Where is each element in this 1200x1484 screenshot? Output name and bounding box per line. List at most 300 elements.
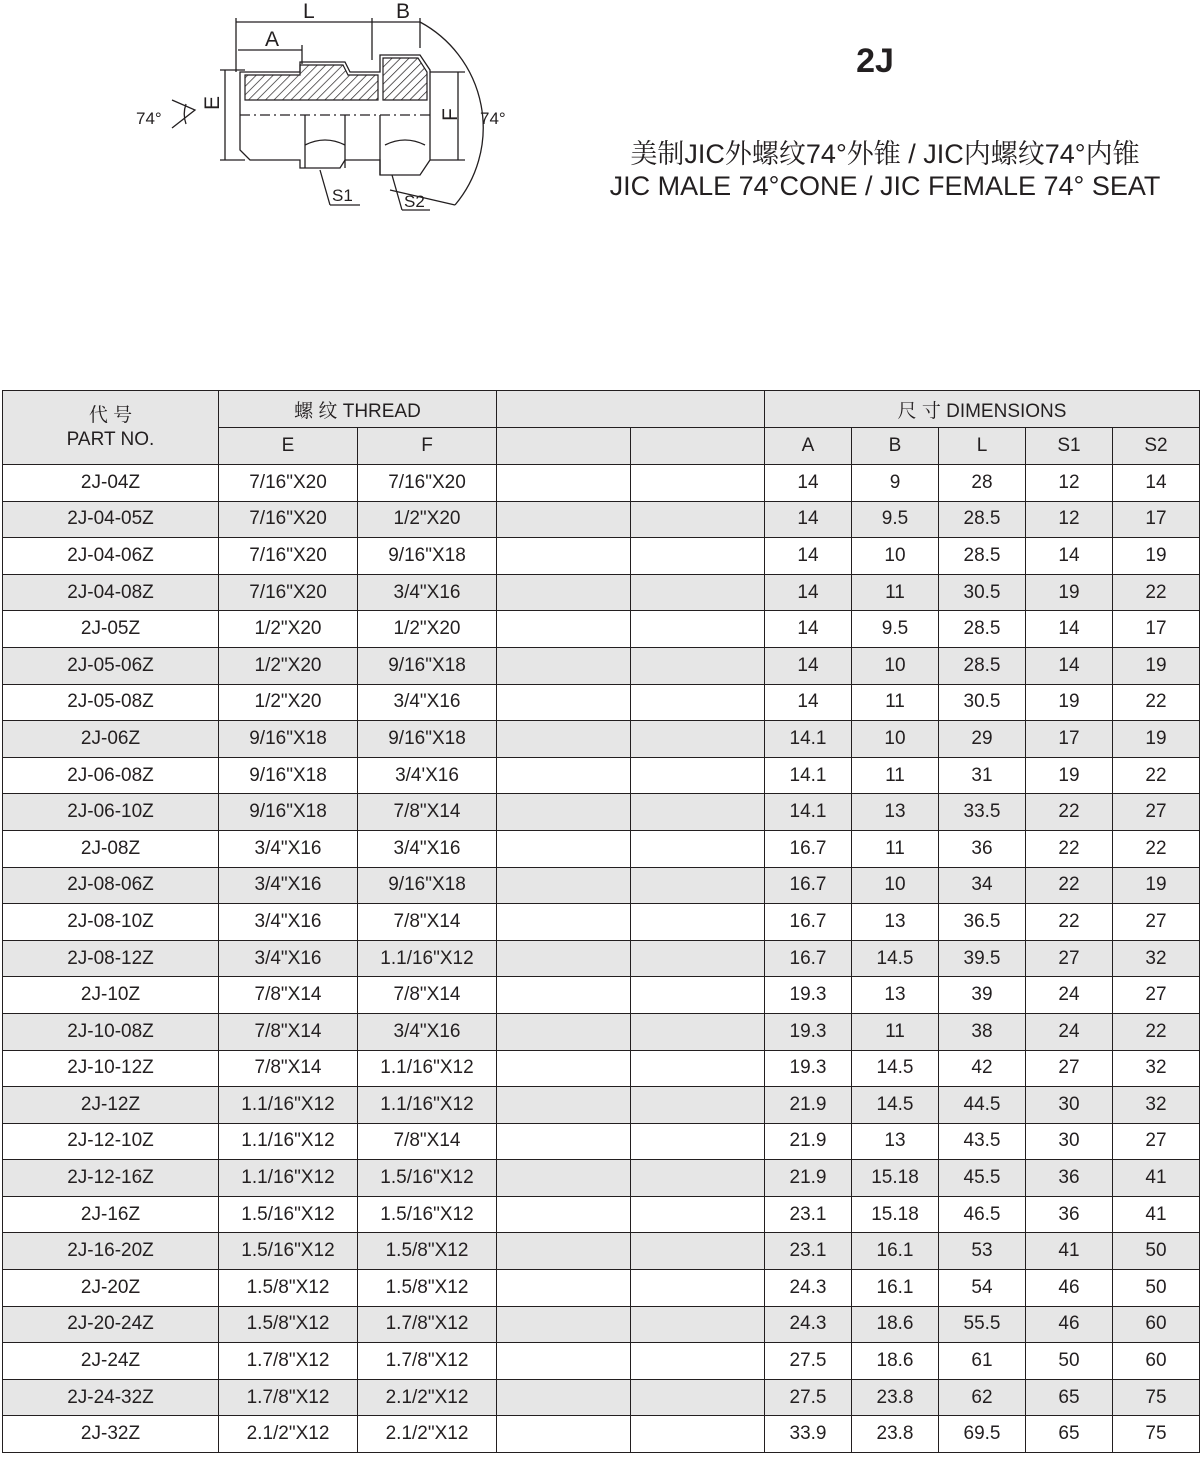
cell-e: 1.5/8"X12 (219, 1306, 358, 1343)
cell-blank (631, 721, 765, 758)
header-E: E (219, 428, 358, 465)
cell-s1: 30 (1026, 1123, 1113, 1160)
cell-s1: 24 (1026, 977, 1113, 1014)
header-A: A (765, 428, 852, 465)
cell-blank (497, 1013, 631, 1050)
cell-blank (631, 1160, 765, 1197)
label-F: F (439, 108, 462, 121)
cell-f: 3/4"X16 (358, 574, 497, 611)
cell-b: 10 (852, 867, 939, 904)
cell-a: 14 (765, 501, 852, 538)
cell-a: 19.3 (765, 977, 852, 1014)
cell-a: 33.9 (765, 1416, 852, 1453)
cell-b: 9 (852, 465, 939, 502)
cell-l: 33.5 (939, 794, 1026, 831)
cell-e: 3/4"X16 (219, 904, 358, 941)
table-row (3, 1087, 1200, 1124)
cell-part: 2J-04Z (3, 465, 219, 502)
cell-s2: 41 (1113, 1160, 1200, 1197)
cell-l: 36.5 (939, 904, 1026, 941)
cell-s1: 27 (1026, 1050, 1113, 1087)
cell-b: 13 (852, 977, 939, 1014)
cell-blank (497, 684, 631, 721)
cell-s1: 19 (1026, 684, 1113, 721)
cell-s2: 19 (1113, 538, 1200, 575)
cell-a: 21.9 (765, 1087, 852, 1124)
cell-l: 43.5 (939, 1123, 1026, 1160)
cell-b: 23.8 (852, 1416, 939, 1453)
cell-l: 31 (939, 757, 1026, 794)
cell-e: 7/8"X14 (219, 1013, 358, 1050)
cell-part: 2J-05Z (3, 611, 219, 648)
cell-part: 2J-20Z (3, 1270, 219, 1307)
cell-s2: 17 (1113, 611, 1200, 648)
cell-s1: 22 (1026, 904, 1113, 941)
cell-s2: 27 (1113, 977, 1200, 1014)
header-S2: S2 (1113, 428, 1200, 465)
cell-blank (497, 1050, 631, 1087)
cell-b: 10 (852, 538, 939, 575)
cell-l: 28 (939, 465, 1026, 502)
cell-l: 46.5 (939, 1196, 1026, 1233)
cell-f: 3/4'X16 (358, 757, 497, 794)
table-row (3, 1160, 1200, 1197)
table-row (3, 721, 1200, 758)
cell-f: 9/16"X18 (358, 721, 497, 758)
header-blank-1 (497, 428, 631, 465)
cell-s1: 46 (1026, 1306, 1113, 1343)
cell-f: 1.1/16"X12 (358, 1087, 497, 1124)
cell-e: 1.7/8"X12 (219, 1343, 358, 1380)
cell-l: 28.5 (939, 501, 1026, 538)
label-S1: S1 (332, 186, 353, 205)
cell-s2: 32 (1113, 1050, 1200, 1087)
cell-s2: 50 (1113, 1270, 1200, 1307)
cell-a: 24.3 (765, 1270, 852, 1307)
cell-a: 14.1 (765, 794, 852, 831)
cell-l: 69.5 (939, 1416, 1026, 1453)
cell-part: 2J-08-12Z (3, 940, 219, 977)
cell-f: 1.7/8"X12 (358, 1306, 497, 1343)
cell-l: 39.5 (939, 940, 1026, 977)
cell-part: 2J-06-10Z (3, 794, 219, 831)
cell-f: 2.1/2"X12 (358, 1379, 497, 1416)
cell-b: 11 (852, 574, 939, 611)
cell-blank (497, 647, 631, 684)
cell-a: 14 (765, 574, 852, 611)
cell-blank (497, 465, 631, 502)
cell-s2: 32 (1113, 1087, 1200, 1124)
cell-blank (631, 1270, 765, 1307)
cell-blank (631, 647, 765, 684)
table-row (3, 1306, 1200, 1343)
table-row (3, 830, 1200, 867)
label-S2: S2 (404, 192, 425, 211)
cell-b: 13 (852, 1123, 939, 1160)
header-dimensions: 尺 寸 DIMENSIONS (765, 391, 1200, 428)
cell-blank (631, 940, 765, 977)
cell-a: 16.7 (765, 867, 852, 904)
cell-e: 7/16"X20 (219, 501, 358, 538)
cell-a: 14 (765, 647, 852, 684)
cell-b: 15.18 (852, 1160, 939, 1197)
cell-e: 9/16"X18 (219, 721, 358, 758)
cell-f: 1.5/16"X12 (358, 1160, 497, 1197)
cell-s2: 75 (1113, 1416, 1200, 1453)
cell-f: 7/8"X14 (358, 794, 497, 831)
label-A: A (265, 28, 280, 51)
cell-s1: 65 (1026, 1379, 1113, 1416)
table-row (3, 940, 1200, 977)
cell-b: 13 (852, 794, 939, 831)
cell-a: 19.3 (765, 1050, 852, 1087)
cell-b: 23.8 (852, 1379, 939, 1416)
cell-l: 29 (939, 721, 1026, 758)
cell-e: 1/2"X20 (219, 647, 358, 684)
cell-part: 2J-16-20Z (3, 1233, 219, 1270)
cell-s1: 36 (1026, 1196, 1113, 1233)
table-row (3, 538, 1200, 575)
cell-blank (631, 574, 765, 611)
cell-a: 21.9 (765, 1160, 852, 1197)
cell-f: 7/8"X14 (358, 1123, 497, 1160)
cell-l: 61 (939, 1343, 1026, 1380)
cell-b: 11 (852, 1013, 939, 1050)
table-row (3, 684, 1200, 721)
cell-blank (497, 1379, 631, 1416)
table-row (3, 1013, 1200, 1050)
cell-blank (631, 757, 765, 794)
cell-part: 2J-05-08Z (3, 684, 219, 721)
cell-a: 14 (765, 611, 852, 648)
cell-blank (497, 574, 631, 611)
cell-part: 2J-20-24Z (3, 1306, 219, 1343)
cell-part: 2J-12-10Z (3, 1123, 219, 1160)
table-row (3, 501, 1200, 538)
cell-l: 28.5 (939, 647, 1026, 684)
cell-s2: 27 (1113, 904, 1200, 941)
cell-part: 2J-12Z (3, 1087, 219, 1124)
cell-s2: 60 (1113, 1343, 1200, 1380)
cell-a: 14.1 (765, 757, 852, 794)
cell-f: 3/4"X16 (358, 1013, 497, 1050)
cell-s1: 12 (1026, 501, 1113, 538)
cell-s1: 22 (1026, 867, 1113, 904)
cell-blank (631, 1416, 765, 1453)
cell-blank (497, 757, 631, 794)
cell-s2: 60 (1113, 1306, 1200, 1343)
cell-blank (631, 977, 765, 1014)
cell-e: 1.1/16"X12 (219, 1160, 358, 1197)
cell-f: 1.7/8"X12 (358, 1343, 497, 1380)
cell-l: 42 (939, 1050, 1026, 1087)
cell-e: 3/4"X16 (219, 830, 358, 867)
cell-blank (497, 721, 631, 758)
cell-e: 7/16"X20 (219, 465, 358, 502)
cell-s1: 36 (1026, 1160, 1113, 1197)
cell-blank (497, 830, 631, 867)
header-blank-2 (631, 428, 765, 465)
cell-s1: 22 (1026, 830, 1113, 867)
cell-blank (497, 1160, 631, 1197)
cell-e: 7/8"X14 (219, 1050, 358, 1087)
cell-s2: 22 (1113, 684, 1200, 721)
cell-b: 13 (852, 904, 939, 941)
cell-f: 1/2"X20 (358, 501, 497, 538)
label-E: E (201, 95, 224, 110)
cell-part: 2J-10-12Z (3, 1050, 219, 1087)
table-row (3, 611, 1200, 648)
table-row (3, 465, 1200, 502)
header-L: L (939, 428, 1026, 465)
cell-s1: 65 (1026, 1416, 1113, 1453)
product-code: 2J (856, 42, 894, 80)
table-row (3, 1123, 1200, 1160)
cell-e: 9/16"X18 (219, 757, 358, 794)
cell-blank (631, 1343, 765, 1380)
cell-l: 53 (939, 1233, 1026, 1270)
cell-b: 11 (852, 684, 939, 721)
cell-f: 1.5/8"X12 (358, 1233, 497, 1270)
cell-s1: 46 (1026, 1270, 1113, 1307)
cell-l: 28.5 (939, 538, 1026, 575)
cell-l: 62 (939, 1379, 1026, 1416)
table-row (3, 794, 1200, 831)
cell-e: 1.1/16"X12 (219, 1087, 358, 1124)
cell-e: 1.5/16"X12 (219, 1196, 358, 1233)
cell-s1: 22 (1026, 794, 1113, 831)
cell-s2: 17 (1113, 501, 1200, 538)
cell-blank (631, 1123, 765, 1160)
cell-e: 1.7/8"X12 (219, 1379, 358, 1416)
cell-l: 44.5 (939, 1087, 1026, 1124)
cell-e: 3/4"X16 (219, 940, 358, 977)
cell-l: 54 (939, 1270, 1026, 1307)
cell-b: 16.1 (852, 1233, 939, 1270)
cell-l: 55.5 (939, 1306, 1026, 1343)
specifications-table (2, 390, 1200, 1453)
table-row (3, 757, 1200, 794)
cell-s2: 14 (1113, 465, 1200, 502)
cell-e: 9/16"X18 (219, 794, 358, 831)
cell-part: 2J-10-08Z (3, 1013, 219, 1050)
cell-s1: 19 (1026, 757, 1113, 794)
cell-blank (497, 1123, 631, 1160)
cell-part: 2J-06-08Z (3, 757, 219, 794)
cell-f: 9/16"X18 (358, 538, 497, 575)
cell-b: 9.5 (852, 611, 939, 648)
cell-s2: 19 (1113, 867, 1200, 904)
cell-a: 24.3 (765, 1306, 852, 1343)
cell-blank (497, 794, 631, 831)
cell-blank (631, 1306, 765, 1343)
cell-b: 18.6 (852, 1306, 939, 1343)
cell-part: 2J-32Z (3, 1416, 219, 1453)
cell-e: 1.5/8"X12 (219, 1270, 358, 1307)
cell-b: 11 (852, 830, 939, 867)
cell-l: 36 (939, 830, 1026, 867)
cell-part: 2J-24Z (3, 1343, 219, 1380)
cell-part: 2J-12-16Z (3, 1160, 219, 1197)
cell-blank (631, 684, 765, 721)
cell-s2: 27 (1113, 794, 1200, 831)
cell-s2: 22 (1113, 574, 1200, 611)
cell-part: 2J-08-06Z (3, 867, 219, 904)
cell-s2: 22 (1113, 757, 1200, 794)
cell-e: 2.1/2"X12 (219, 1416, 358, 1453)
cell-blank (631, 794, 765, 831)
cell-f: 9/16"X18 (358, 867, 497, 904)
cell-b: 14.5 (852, 1087, 939, 1124)
cell-a: 23.1 (765, 1196, 852, 1233)
cell-s1: 14 (1026, 538, 1113, 575)
label-L: L (303, 0, 315, 23)
cell-part: 2J-04-05Z (3, 501, 219, 538)
cell-blank (497, 1233, 631, 1270)
cell-s2: 41 (1113, 1196, 1200, 1233)
table-row (3, 1343, 1200, 1380)
cell-part: 2J-08-10Z (3, 904, 219, 941)
cell-f: 3/4"X16 (358, 684, 497, 721)
cell-l: 45.5 (939, 1160, 1026, 1197)
cell-part: 2J-24-32Z (3, 1379, 219, 1416)
cell-part: 2J-05-06Z (3, 647, 219, 684)
cell-b: 11 (852, 757, 939, 794)
cell-blank (497, 867, 631, 904)
header-B: B (852, 428, 939, 465)
cell-blank (497, 977, 631, 1014)
cell-f: 1.5/16"X12 (358, 1196, 497, 1233)
cell-s2: 19 (1113, 721, 1200, 758)
product-title-en: JIC MALE 74°CONE / JIC FEMALE 74° SEAT (609, 171, 1161, 201)
table-row (3, 977, 1200, 1014)
header-blank (497, 391, 765, 428)
cell-e: 7/16"X20 (219, 538, 358, 575)
table-row (3, 867, 1200, 904)
cell-b: 18.6 (852, 1343, 939, 1380)
cell-s1: 12 (1026, 465, 1113, 502)
cell-s1: 17 (1026, 721, 1113, 758)
cell-a: 14.1 (765, 721, 852, 758)
cell-part: 2J-08Z (3, 830, 219, 867)
cell-blank (497, 1343, 631, 1380)
cell-f: 3/4"X16 (358, 830, 497, 867)
cell-blank (631, 1087, 765, 1124)
cell-blank (631, 538, 765, 575)
cell-a: 23.1 (765, 1233, 852, 1270)
cell-l: 38 (939, 1013, 1026, 1050)
cell-f: 1.1/16"X12 (358, 940, 497, 977)
cell-e: 1/2"X20 (219, 684, 358, 721)
cell-blank (631, 1379, 765, 1416)
cell-b: 15.18 (852, 1196, 939, 1233)
cell-s1: 14 (1026, 647, 1113, 684)
cell-s2: 32 (1113, 940, 1200, 977)
product-title-cn: 美制JIC外螺纹74°外锥 / JIC内螺纹74°内锥 (630, 139, 1140, 169)
cell-e: 1.1/16"X12 (219, 1123, 358, 1160)
cell-blank (497, 1416, 631, 1453)
cell-blank (631, 830, 765, 867)
cell-s1: 27 (1026, 940, 1113, 977)
cell-blank (631, 611, 765, 648)
fitting-drawing (130, 0, 530, 215)
cell-blank (631, 867, 765, 904)
cell-e: 1.5/16"X12 (219, 1233, 358, 1270)
table-row (3, 1416, 1200, 1453)
cell-blank (631, 904, 765, 941)
cell-blank (497, 501, 631, 538)
table-row (3, 1050, 1200, 1087)
cell-l: 39 (939, 977, 1026, 1014)
table-row (3, 1196, 1200, 1233)
label-B: B (396, 0, 411, 23)
header-F: F (358, 428, 497, 465)
cell-e: 3/4"X16 (219, 867, 358, 904)
cell-part: 2J-16Z (3, 1196, 219, 1233)
table-row (3, 904, 1200, 941)
cell-b: 14.5 (852, 940, 939, 977)
cell-blank (631, 1196, 765, 1233)
cell-s2: 19 (1113, 647, 1200, 684)
cell-s1: 14 (1026, 611, 1113, 648)
cell-a: 19.3 (765, 1013, 852, 1050)
cell-s2: 22 (1113, 830, 1200, 867)
cell-s1: 19 (1026, 574, 1113, 611)
cell-s1: 24 (1026, 1013, 1113, 1050)
cell-blank (497, 940, 631, 977)
cell-s2: 22 (1113, 1013, 1200, 1050)
table-row (3, 574, 1200, 611)
header-thread: 螺 纹 THREAD (219, 391, 497, 428)
table-row (3, 1270, 1200, 1307)
header-part-no: 代 号 PART NO. (3, 391, 219, 465)
table-row (3, 647, 1200, 684)
cell-blank (631, 1233, 765, 1270)
cell-f: 9/16"X18 (358, 647, 497, 684)
cell-blank (497, 1196, 631, 1233)
cell-l: 34 (939, 867, 1026, 904)
cell-blank (631, 465, 765, 502)
cell-a: 14 (765, 538, 852, 575)
cell-part: 2J-04-06Z (3, 538, 219, 575)
cell-blank (497, 1270, 631, 1307)
table-row (3, 1379, 1200, 1416)
cell-e: 7/16"X20 (219, 574, 358, 611)
cell-b: 14.5 (852, 1050, 939, 1087)
cell-a: 14 (765, 684, 852, 721)
cell-blank (497, 538, 631, 575)
cell-a: 27.5 (765, 1343, 852, 1380)
cell-a: 16.7 (765, 940, 852, 977)
cell-blank (631, 1013, 765, 1050)
cell-b: 10 (852, 647, 939, 684)
cell-blank (497, 1087, 631, 1124)
cell-a: 16.7 (765, 904, 852, 941)
cell-s1: 30 (1026, 1087, 1113, 1124)
cell-part: 2J-10Z (3, 977, 219, 1014)
cell-s2: 75 (1113, 1379, 1200, 1416)
cell-b: 10 (852, 721, 939, 758)
cell-f: 7/16"X20 (358, 465, 497, 502)
cell-f: 2.1/2"X12 (358, 1416, 497, 1453)
cell-a: 27.5 (765, 1379, 852, 1416)
cell-part: 2J-06Z (3, 721, 219, 758)
cell-b: 16.1 (852, 1270, 939, 1307)
cell-e: 7/8"X14 (219, 977, 358, 1014)
cell-blank (631, 501, 765, 538)
cell-blank (631, 1050, 765, 1087)
cell-f: 1.5/8"X12 (358, 1270, 497, 1307)
